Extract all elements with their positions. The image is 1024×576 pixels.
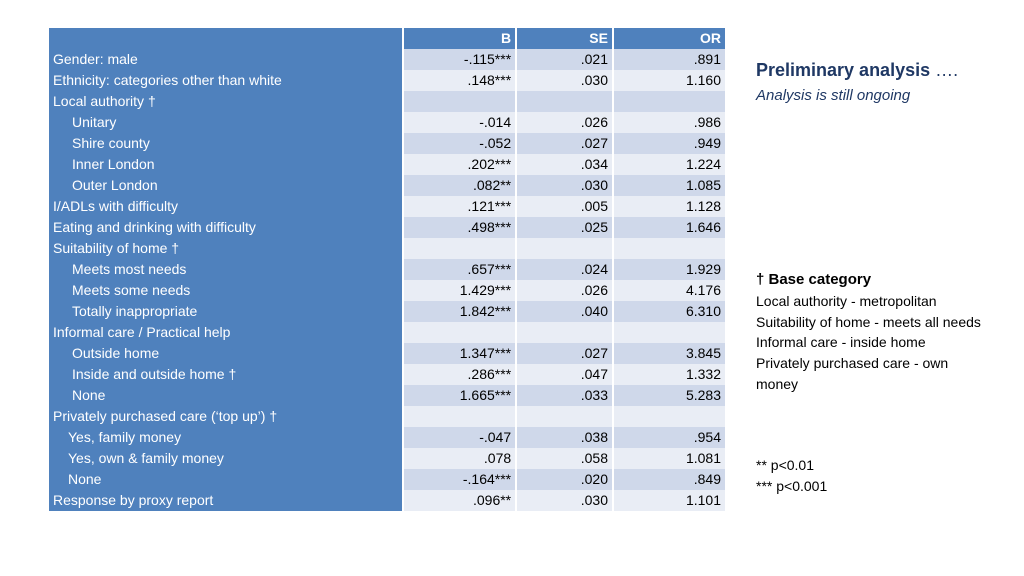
cell-b: .498*** xyxy=(404,217,515,238)
cell-or: 1.085 xyxy=(614,175,725,196)
cell-se: .027 xyxy=(517,133,612,154)
cell-se: .040 xyxy=(517,301,612,322)
table-row xyxy=(49,469,725,490)
row-label: None xyxy=(49,385,402,406)
row-label: Shire county xyxy=(49,133,402,154)
row-label: Local authority † xyxy=(49,91,402,112)
cell-se: .038 xyxy=(517,427,612,448)
preliminary-subtitle: Analysis is still ongoing xyxy=(756,87,911,104)
regression-table xyxy=(47,28,727,511)
cell-or: .949 xyxy=(614,133,725,154)
header-se: SE xyxy=(517,28,612,49)
table-row xyxy=(49,427,725,448)
row-label: None xyxy=(49,469,402,490)
base-category-note xyxy=(756,270,986,395)
cell-or xyxy=(614,238,725,259)
table-row xyxy=(49,133,725,154)
cell-b: -.164*** xyxy=(404,469,515,490)
cell-se: .025 xyxy=(517,217,612,238)
table-row xyxy=(49,364,725,385)
row-label: Response by proxy report xyxy=(49,490,402,511)
row-label: Inner London xyxy=(49,154,402,175)
table-row xyxy=(49,112,725,133)
cell-b: .121*** xyxy=(404,196,515,217)
table-row xyxy=(49,196,725,217)
cell-b xyxy=(404,406,515,427)
base-line: Suitability of home - meets all needs xyxy=(756,313,981,330)
table-row xyxy=(49,154,725,175)
cell-se: .033 xyxy=(517,385,612,406)
table-row xyxy=(49,91,725,112)
cell-b xyxy=(404,91,515,112)
cell-se: .020 xyxy=(517,469,612,490)
row-label: I/ADLs with difficulty xyxy=(49,196,402,217)
preliminary-title xyxy=(756,60,958,81)
cell-b: .657*** xyxy=(404,259,515,280)
row-label: Eating and drinking with difficulty xyxy=(49,217,402,238)
base-line: Local authority - metropolitan xyxy=(756,292,937,309)
table-row xyxy=(49,490,725,511)
cell-or: 1.929 xyxy=(614,259,725,280)
cell-or: .891 xyxy=(614,49,725,70)
cell-or: 1.160 xyxy=(614,70,725,91)
cell-b: 1.842*** xyxy=(404,301,515,322)
table-row xyxy=(49,448,725,469)
row-label: Informal care / Practical help xyxy=(49,322,402,343)
significance-note xyxy=(756,455,827,497)
row-label: Privately purchased care (‘top up’) † xyxy=(49,406,402,427)
table-row xyxy=(49,301,725,322)
table-row xyxy=(49,259,725,280)
cell-se: .021 xyxy=(517,49,612,70)
cell-b: 1.665*** xyxy=(404,385,515,406)
header-b: B xyxy=(404,28,515,49)
preliminary-title-suffix: …. xyxy=(930,60,959,80)
cell-se: .030 xyxy=(517,490,612,511)
cell-or: .954 xyxy=(614,427,725,448)
row-label: Meets some needs xyxy=(49,280,402,301)
row-label: Outside home xyxy=(49,343,402,364)
cell-b xyxy=(404,238,515,259)
cell-se: .030 xyxy=(517,70,612,91)
cell-se: .026 xyxy=(517,280,612,301)
cell-se: .005 xyxy=(517,196,612,217)
cell-se: .024 xyxy=(517,259,612,280)
table-header-row xyxy=(49,28,725,49)
cell-b: .286*** xyxy=(404,364,515,385)
table-row xyxy=(49,385,725,406)
cell-or: 3.845 xyxy=(614,343,725,364)
table-row xyxy=(49,406,725,427)
row-label: Inside and outside home † xyxy=(49,364,402,385)
cell-b: 1.429*** xyxy=(404,280,515,301)
table-row xyxy=(49,175,725,196)
cell-se xyxy=(517,322,612,343)
cell-b: -.052 xyxy=(404,133,515,154)
cell-b: .082** xyxy=(404,175,515,196)
table-row xyxy=(49,217,725,238)
cell-or: 1.128 xyxy=(614,196,725,217)
cell-b: -.115*** xyxy=(404,49,515,70)
row-label: Unitary xyxy=(49,112,402,133)
cell-se: .027 xyxy=(517,343,612,364)
cell-se xyxy=(517,238,612,259)
cell-se xyxy=(517,406,612,427)
cell-b: -.014 xyxy=(404,112,515,133)
cell-b: .202*** xyxy=(404,154,515,175)
cell-or: .986 xyxy=(614,112,725,133)
base-line: Informal care - inside home xyxy=(756,334,926,351)
cell-or: 4.176 xyxy=(614,280,725,301)
cell-se: .026 xyxy=(517,112,612,133)
cell-or: .849 xyxy=(614,469,725,490)
base-line: Privately purchased care - own money xyxy=(756,355,949,392)
header-or: OR xyxy=(614,28,725,49)
table-row xyxy=(49,280,725,301)
cell-se: .034 xyxy=(517,154,612,175)
row-label: Yes, family money xyxy=(49,427,402,448)
cell-b: -.047 xyxy=(404,427,515,448)
cell-or xyxy=(614,406,725,427)
cell-or: 1.081 xyxy=(614,448,725,469)
cell-se xyxy=(517,91,612,112)
cell-se: .058 xyxy=(517,448,612,469)
row-label: Totally inappropriate xyxy=(49,301,402,322)
header-label-cell xyxy=(49,28,402,49)
row-label: Outer London xyxy=(49,175,402,196)
table-row xyxy=(49,343,725,364)
cell-b: 1.347*** xyxy=(404,343,515,364)
cell-or xyxy=(614,91,725,112)
table-row xyxy=(49,70,725,91)
cell-or: 1.332 xyxy=(614,364,725,385)
cell-or: 1.101 xyxy=(614,490,725,511)
cell-se: .030 xyxy=(517,175,612,196)
row-label: Gender: male xyxy=(49,49,402,70)
cell-b: .078 xyxy=(404,448,515,469)
cell-or: 1.224 xyxy=(614,154,725,175)
cell-or: 6.310 xyxy=(614,301,725,322)
cell-or: 1.646 xyxy=(614,217,725,238)
sig-line: *** p<0.001 xyxy=(756,478,828,494)
cell-or xyxy=(614,322,725,343)
row-label: Yes, own & family money xyxy=(49,448,402,469)
cell-se: .047 xyxy=(517,364,612,385)
cell-or: 5.283 xyxy=(614,385,725,406)
table-row xyxy=(49,238,725,259)
row-label: Suitability of home † xyxy=(49,238,402,259)
cell-b: .096** xyxy=(404,490,515,511)
row-label: Meets most needs xyxy=(49,259,402,280)
base-category-header: † Base category xyxy=(756,271,872,288)
table-row xyxy=(49,49,725,70)
row-label: Ethnicity: categories other than white xyxy=(49,70,402,91)
cell-b xyxy=(404,322,515,343)
table-row xyxy=(49,322,725,343)
preliminary-title-text: Preliminary analysis xyxy=(756,60,931,80)
cell-b: .148*** xyxy=(404,70,515,91)
table-body xyxy=(49,49,725,511)
sig-line: ** p<0.01 xyxy=(756,457,814,473)
